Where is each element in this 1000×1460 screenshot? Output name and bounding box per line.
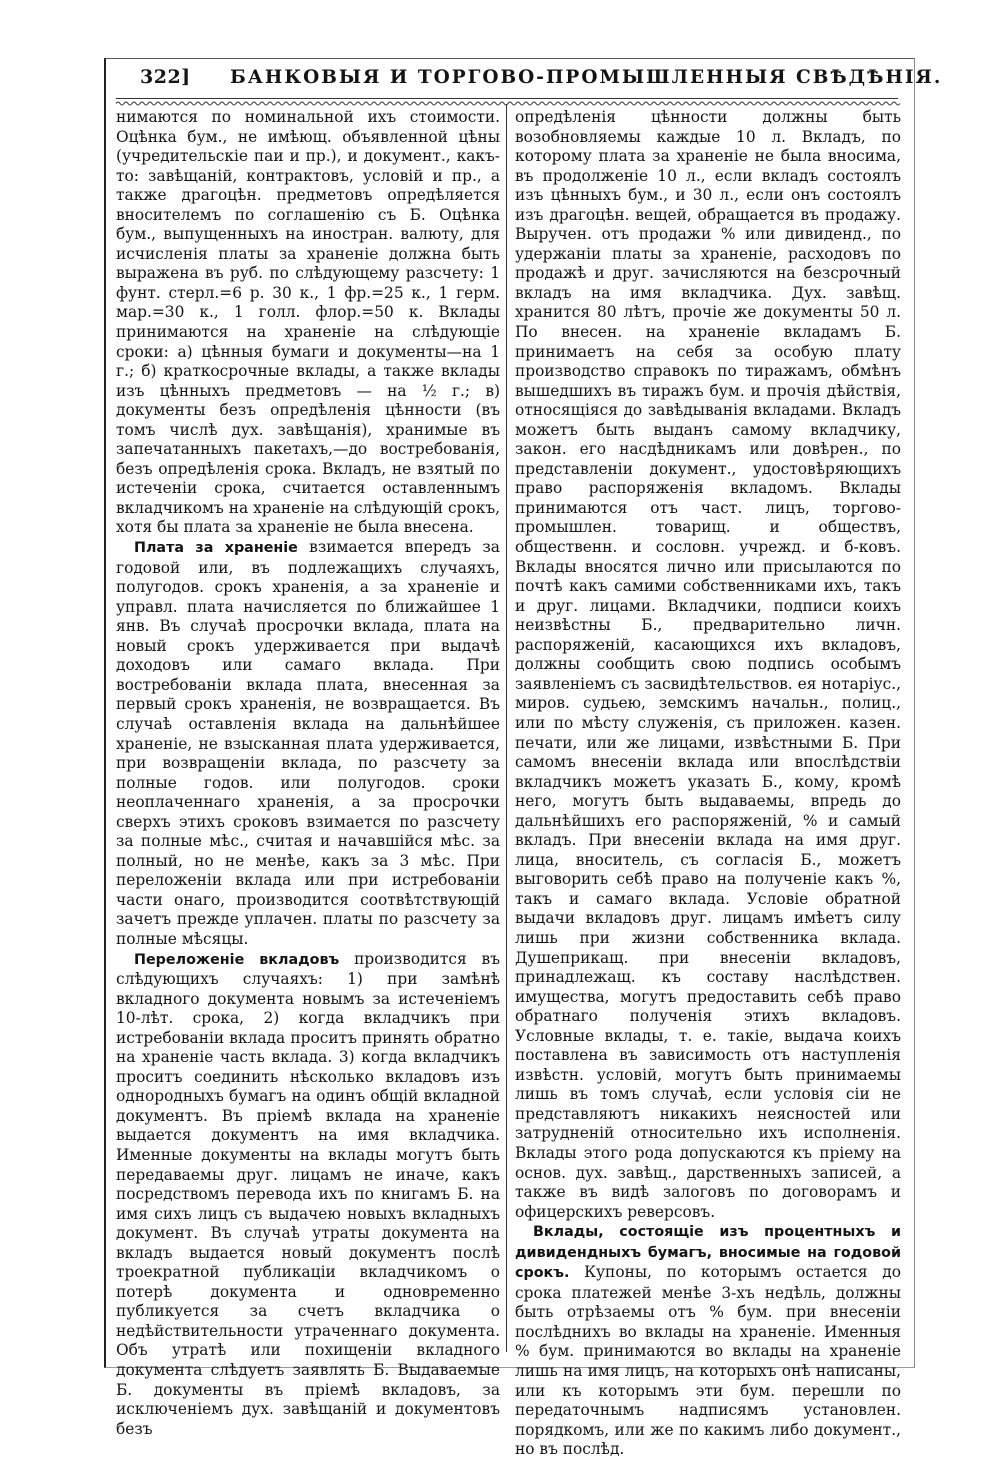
paragraph-renewal: опредѣленія цѣнности должны быть возобновляемы каждые 10 л. Вкладъ, по которому плата за храненіе не была вносима, въ продолженіе 10 л., если вкладъ состоялъ изъ цѣнныхъ бум., и 30 л., если онъ состоялъ изъ драгоцѣн. вещей, обращается въ продажу. Выручен. отъ продажи % или дивиденд., по удержаніи платы за храненіе, расходовъ по продажѣ и друг. зачисляются на безсрочный вкладъ на имя вкладчика. Дух. завѣщ. хранится 80 лѣтъ, прочіе же документы 50 л. По внесен. на храненіе вкладамъ Б. принимаетъ на себя за особую плату производство справокъ по тиражамъ, обмѣнъ вышедшихъ въ тиражъ бум. и прочія дѣйствія, относящіяся до завѣдыванія вкладами. Вкладъ можетъ быть выданъ самому вкладчику, закон. его насдѣдникамъ или довѣрен., по представленіи документ., удостовѣряющихъ право распоряженія вкладомъ. Вклады принимаются отъ част. лицъ, торгово-промышлен. товарищ. и обществъ, общественн. и сословн. учрежд. и б-ковъ. Вклады вносятся лично или присылаются по почтѣ какъ самими собственниками ихъ, такъ и друг. лицами. Вкладчики, подписи коихъ неизвѣстны Б., предварительно личн. распоряженій, касающихся ихъ вкладовъ, должны сообщить свою подпись особымъ заявленіемъ съ засвидѣтельствов. ея нотаріус., миров. судьею, земскимъ начальн., полиц., или по мѣсту служенія, съ приложен. казен. печати, или же лицами, извѣстными Б. При самомъ внесеніи вклада или впослѣдствіи вкладчикъ можетъ указать Б., кому, кромѣ него, могутъ быть выдаваемы, впредь до дальнѣйшихъ его распоряженій, % и самый вкладъ. При внесеніи вклада на имя друг. лица, вноситель, съ согласія Б., можетъ выговорить себѣ право на полученіе какъ %, такъ и самаго вклада. Условіе обратной выдачи вкладовъ друг. лицамъ имѣетъ силу лишь при жизни собственника вклада. Душеприкащ. при внесеніи вкладовъ, принадлежащ. къ составу наслѣдствен. имущества, могутъ предоставить себѣ право обратнаго полученія этихъ вкладовъ. Условные вклады, т. е. такіе, выдача коихъ поставлена въ зависимость отъ наступленія извѣстн. условій, могутъ быть принимаемы лишь въ томъ случаѣ, если условія сіи не представляютъ никакихъ неясностей или затрудненій относительно ихъ исполненія. Вклады этого рода допускаются къ пріему на основ. дух. завѣщ., дарственныхъ записей, а также въ видѣ залоговъ по договорамъ и офицерскихъ реверсовъ.: [515, 108, 901, 1221]
page-number: 322]: [140, 66, 191, 88]
deposit-transfer-text: производится въ слѣдующихъ случаяхъ: 1) при замѣнѣ вкладного документа новымъ за истеченіемъ 10-лѣт. срока, 2) когда вкладчикъ при истребованіи вклада проситъ принять обратно на храненіе часть вклада. 3) когда вкладчикъ проситъ соединить нѣсколько вкладовъ изъ однородныхъ бумагъ на одинъ общій вкладной документъ. Въ пріемѣ вклада на храненіе выдается документъ на имя вкладчика. Именные документы на вклады могутъ быть передаваемы друг. лицамъ не иначе, какъ посредствомъ перевода ихъ по книгамъ Б. на имя сихъ лицъ съ выдачею новыхъ вкладныхъ документ. Въ случаѣ утраты документа на вкладъ выдается новый документъ послѣ троекратной публикаціи вкладчикомъ о потерѣ документа и одновременно публикуется за счетъ вкладчика о недѣйствительности утраченнаго документа. Объ утратѣ или похищеніи вкладного документа слѣдуетъ заявлять Б. Выдаваемые Б. документы въ пріемѣ вкладовъ, за исключеніемъ дух. завѣщаній и документовъ безъ: [116, 949, 500, 1438]
running-title: БАНКОВЫЯ И ТОРГОВО-ПРОМЫШЛЕННЫЯ СВѢДѢНІЯ.: [230, 67, 943, 88]
column-divider: [506, 104, 507, 1352]
paragraph-deposit-transfer: [116, 950, 500, 1440]
header-rule: [116, 98, 898, 107]
rubric-deposit-transfer: Переложеніе вкладовъ: [134, 951, 340, 968]
right-column: [515, 108, 901, 1459]
rubric-interest-securities: Вклады, состоящіе изъ процентныхъ и дивидендныхъ бумагъ, вносимые на годовой срокъ.: [515, 1224, 901, 1282]
storage-fee-text: взимается впередъ за годовой или, въ подлежащихъ случаяхъ, полугодов. срокъ храненія, а за храненіе и управл. плата начисляется по ближайшее 1 янв. Въ случаѣ просрочки вклада, плата на новый срокъ удерживается при выдачѣ доходовъ или самаго вклада. При востребованіи вклада плата, внесенная за первый срокъ храненія, не возвращается. Въ случаѣ оставленія вклада на дальнѣйшее храненіе, не взысканная плата удерживается, при возвращеніи вклада, по разсчету за полные годов. или полугодов. сроки неоплаченнаго храненія, а за просрочки сверхъ этихъ сроковъ взимается по разсчету за полные мѣс., считая и начавшійся мѣс. за полный, но не менѣе, какъ за 3 мѣс. При переложеніи вклада или при истребованіи части онаго, производится соотвѣтствующій зачетъ прежде уплачен. платы по разсчету за полные мѣсяцы.: [116, 538, 500, 948]
page-header: [112, 64, 943, 92]
paragraph-interest-securities: [515, 1222, 901, 1460]
paragraph-storage-fee: [116, 538, 500, 949]
rubric-storage-fee: Плата за храненіе: [134, 540, 298, 557]
paragraph-valuation: нимаются по номинальной ихъ стоимости. Оцѣнка бум., не имѣющ. объявленной цѣны (учредительскіе паи и пр.), и документ., какъ-то: завѣщаній, контрактовъ, условій и пр., а также драгоцѣн. предметовъ опредѣляется вносителемъ по соглашенію съ Б. Оцѣнка бум., выпущенныхъ на иностран. валюту, для исчисленія платы за храненіе должна быть выражена въ руб. по слѣдующему разсчету: 1 фунт. стерл.=6 р. 30 к., 1 фр.=25 к., 1 герм. мар.=30 к., 1 голл. флор.=50 к. Вклады принимаются на храненіе на слѣдующіе сроки: а) цѣнныя бумаги и документы—на 1 г.; б) краткосрочные вклады, а также вклады изъ цѣнныхъ предметовъ — на ½ г.; в) документы безъ опредѣленія цѣнности (въ томъ числѣ дух. завѣщанія), хранимые въ запечатанныхъ пакетахъ,—до востребованія, безъ опредѣленія срока. Вкладъ, не взятый по истеченіи срока, считается оставленнымъ вкладчикомъ на храненіе на слѣдующій срокъ, хотя бы плата за храненіе не была внесена.: [116, 108, 500, 537]
left-column: [116, 108, 500, 1438]
interest-securities-text: Купоны, по которымъ остается до срока платежей менѣе 3-хъ недѣль, должны быть отрѣзаемы отъ % бум. при внесеніи послѣднихъ во вклады на храненіе. Именныя % бум. принимаются во вклады на храненіе лишь на имя лицъ, на которыхъ онѣ написаны, или къ которымъ эти бум. перешли по передаточнымъ надписямъ установлен. порядкомъ, или же по какимъ либо документ., но въ послѣд.: [515, 1263, 901, 1459]
